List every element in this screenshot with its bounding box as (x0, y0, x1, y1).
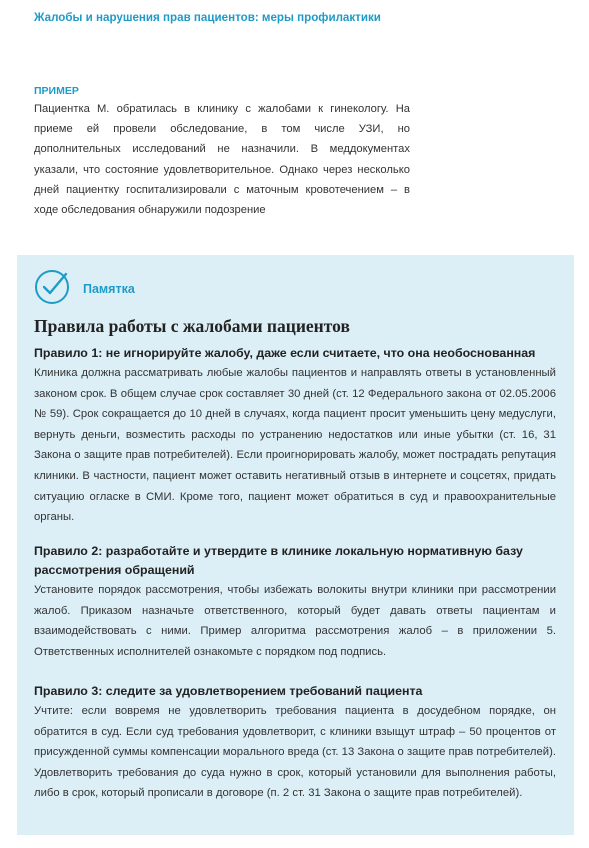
memo-box (17, 255, 574, 835)
memo-label: Памятка (83, 282, 135, 296)
rule-title: Правило 1: не игнорируйте жалобу, даже если считаете, что она необоснованная (34, 346, 536, 360)
page-header-title: Жалобы и нарушения прав пациентов: меры профилактики (34, 11, 381, 24)
rule-text: Установите порядок рассмотрения, чтобы избежать волокиты внутри клиники при рассмотрении жалоб. Приказом назначьте ответственного, который будет давать ответы пациентам и взаимодействовать с ними. Пример алгоритма рассмотрения жалоб – в приложении 5. Ответственных исполнителей ознакомьте с порядком под подпись. (34, 584, 556, 658)
rule-text: Клиника должна рассматривать любые жалобы пациентов и направлять ответы в установленный законом срок. В общем случае срок составляет 30 дней (ст. 12 Федерального закона от 02.05.2006 № 59). Срок сокращается до 10 дней в случаях, когда пациент просит уменьшить цену медуслуги, вернуть деньги, возместить расходы по устранению недостатков или иные убытки (ст. 16, 31 Закона о защите прав потребителей). Если проигнорировать жалобу, может пострадать репутация клиники. В частности, пациент может оставить негативный отзыв в интернете и соцсетях, придать ситуацию огласке в СМИ. Кроме того, пациент может обратиться в суд и правоохранительные органы. (34, 367, 556, 524)
example-label: ПРИМЕР (34, 85, 79, 97)
example-block (34, 84, 410, 220)
memo-title: Правила работы с жалобами пациентов (34, 316, 350, 336)
checkmark-circle-icon (34, 269, 70, 305)
rule-1 (34, 344, 556, 528)
rule-title: Правило 2: разработайте и утвердите в клинике локальную нормативную базу рассмотрения обращений (34, 544, 523, 577)
rule-3 (34, 682, 556, 804)
rule-2 (34, 542, 556, 662)
rule-text: Учтите: если вовремя не удовлетворить требования пациента в досудебном порядке, он обратится в суд. Если суд требования удовлетворит, с клиники взыщут штраф – 50 процентов от присужденной суммы компенсации морального вреда (ст. 13 Закона о защите прав потребителей). Удовлетворить требования до суда нужно в срок, который установили для выполнения работы, либо в срок, который прописали в договоре (п. 2 ст. 31 Закона о защите прав потребителей). (34, 705, 556, 800)
example-text: Пациентка М. обратилась в клинику с жалобами к гинекологу. На приеме ей провели обследование, в том числе УЗИ, но дополнительных исследований не назначили. В меддокументах указали, что состояние удовлетворительное. Однако через несколько дней пациентку госпитализировали с маточным кровотечением – в ходе обследования обнаружили подозрение (34, 103, 410, 217)
rule-title: Правило 3: следите за удовлетворением требований пациента (34, 684, 423, 698)
